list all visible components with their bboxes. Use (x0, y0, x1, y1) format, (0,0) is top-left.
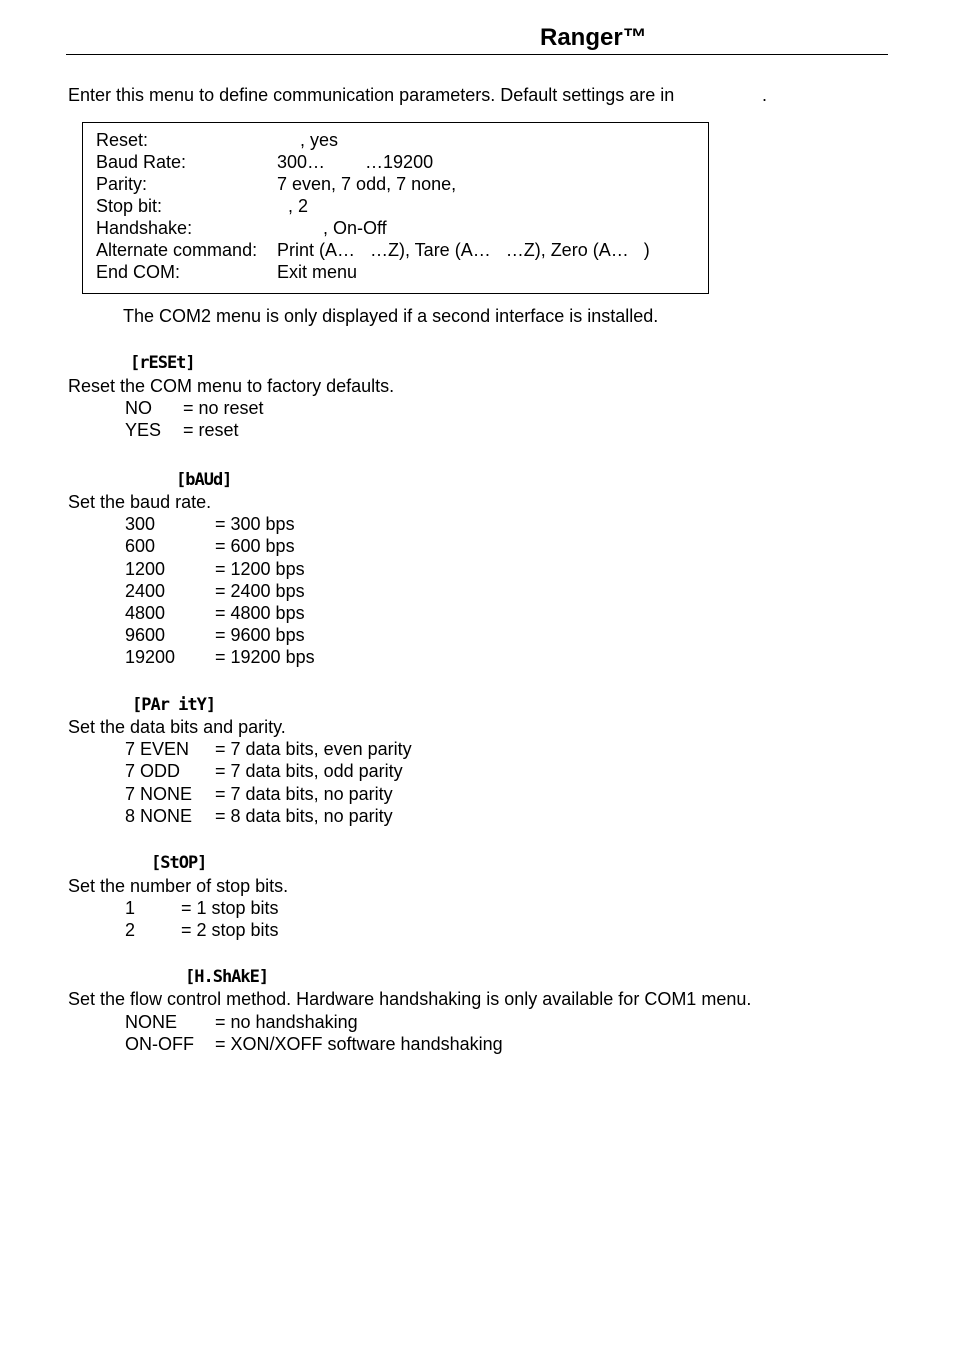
reset-description: Reset the COM menu to factory defaults. (68, 376, 395, 396)
settings-label: Parity: (96, 174, 148, 194)
handshake-description: Set the flow control method. Hardware handshaking is only available for COM1 menu. (68, 989, 752, 1009)
handshake-option-desc: = XON/XOFF software handshaking (215, 1034, 503, 1054)
header-divider (66, 54, 888, 55)
parity-option-key: 7 NONE (125, 784, 193, 804)
parity-option-key: 8 NONE (125, 806, 193, 826)
parity-menu-code: [PAr itY] (132, 695, 216, 715)
intro-text: Enter this menu to define communication parameters. Default settings are in (68, 85, 675, 105)
intro-period: . (762, 85, 768, 105)
settings-label: Baud Rate: (96, 152, 187, 172)
baud-option-desc: = 2400 bps (215, 581, 305, 601)
reset-option-key: NO (125, 398, 152, 418)
reset-option-key: YES (125, 420, 162, 440)
baud-option-key: 600 (125, 536, 156, 556)
settings-summary-box (82, 122, 709, 294)
baud-option-key: 9600 (125, 625, 166, 645)
settings-value: , yes (300, 130, 339, 150)
handshake-option-desc: = no handshaking (215, 1012, 358, 1032)
handshake-option-key: NONE (125, 1012, 178, 1032)
baud-description: Set the baud rate. (68, 492, 212, 512)
parity-option-desc: = 7 data bits, no parity (215, 784, 393, 804)
parity-description: Set the data bits and parity. (68, 717, 286, 737)
baud-option-key: 4800 (125, 603, 166, 623)
stop-option-desc: = 1 stop bits (181, 898, 279, 918)
parity-option-desc: = 8 data bits, no parity (215, 806, 393, 826)
baud-option-desc: = 4800 bps (215, 603, 305, 623)
stop-option-key: 2 (125, 920, 136, 940)
settings-label: Reset: (96, 130, 149, 150)
settings-label: Alternate command: (96, 240, 258, 260)
reset-menu-code: [rESEt] (130, 353, 195, 373)
settings-value: , 2 (288, 196, 309, 216)
handshake-option-key: ON-OFF (125, 1034, 194, 1054)
baud-option-key: 19200 (125, 647, 176, 667)
parity-option-key: 7 ODD (125, 761, 181, 781)
baud-option-desc: = 9600 bps (215, 625, 305, 645)
settings-label: Handshake: (96, 218, 193, 238)
baud-option-desc: = 1200 bps (215, 559, 305, 579)
settings-value: Print (A… …Z), Tare (A… …Z), Zero (A… ) (277, 240, 650, 260)
stop-menu-code: [StOP] (151, 853, 207, 873)
settings-value: Exit menu (277, 262, 358, 282)
parity-option-key: 7 EVEN (125, 739, 190, 759)
com2-note: The COM2 menu is only displayed if a second interface is installed. (123, 306, 659, 326)
settings-value: , On-Off (323, 218, 387, 238)
reset-option-desc: = no reset (183, 398, 264, 418)
baud-option-desc: = 600 bps (215, 536, 295, 556)
page-header-title: Ranger™ (540, 24, 647, 51)
settings-value: 300… …19200 (277, 152, 434, 172)
baud-option-key: 2400 (125, 581, 166, 601)
baud-menu-code: [bAUd] (176, 470, 232, 490)
settings-label: Stop bit: (96, 196, 163, 216)
stop-description: Set the number of stop bits. (68, 876, 289, 896)
handshake-menu-code: [H.ShAkE] (185, 967, 269, 987)
reset-option-desc: = reset (183, 420, 239, 440)
baud-option-key: 300 (125, 514, 156, 534)
settings-label: End COM: (96, 262, 181, 282)
baud-option-key: 1200 (125, 559, 166, 579)
stop-option-desc: = 2 stop bits (181, 920, 279, 940)
parity-option-desc: = 7 data bits, even parity (215, 739, 412, 759)
parity-option-desc: = 7 data bits, odd parity (215, 761, 403, 781)
baud-option-desc: = 19200 bps (215, 647, 315, 667)
baud-option-desc: = 300 bps (215, 514, 295, 534)
settings-value: 7 even, 7 odd, 7 none, (277, 174, 457, 194)
stop-option-key: 1 (125, 898, 136, 918)
